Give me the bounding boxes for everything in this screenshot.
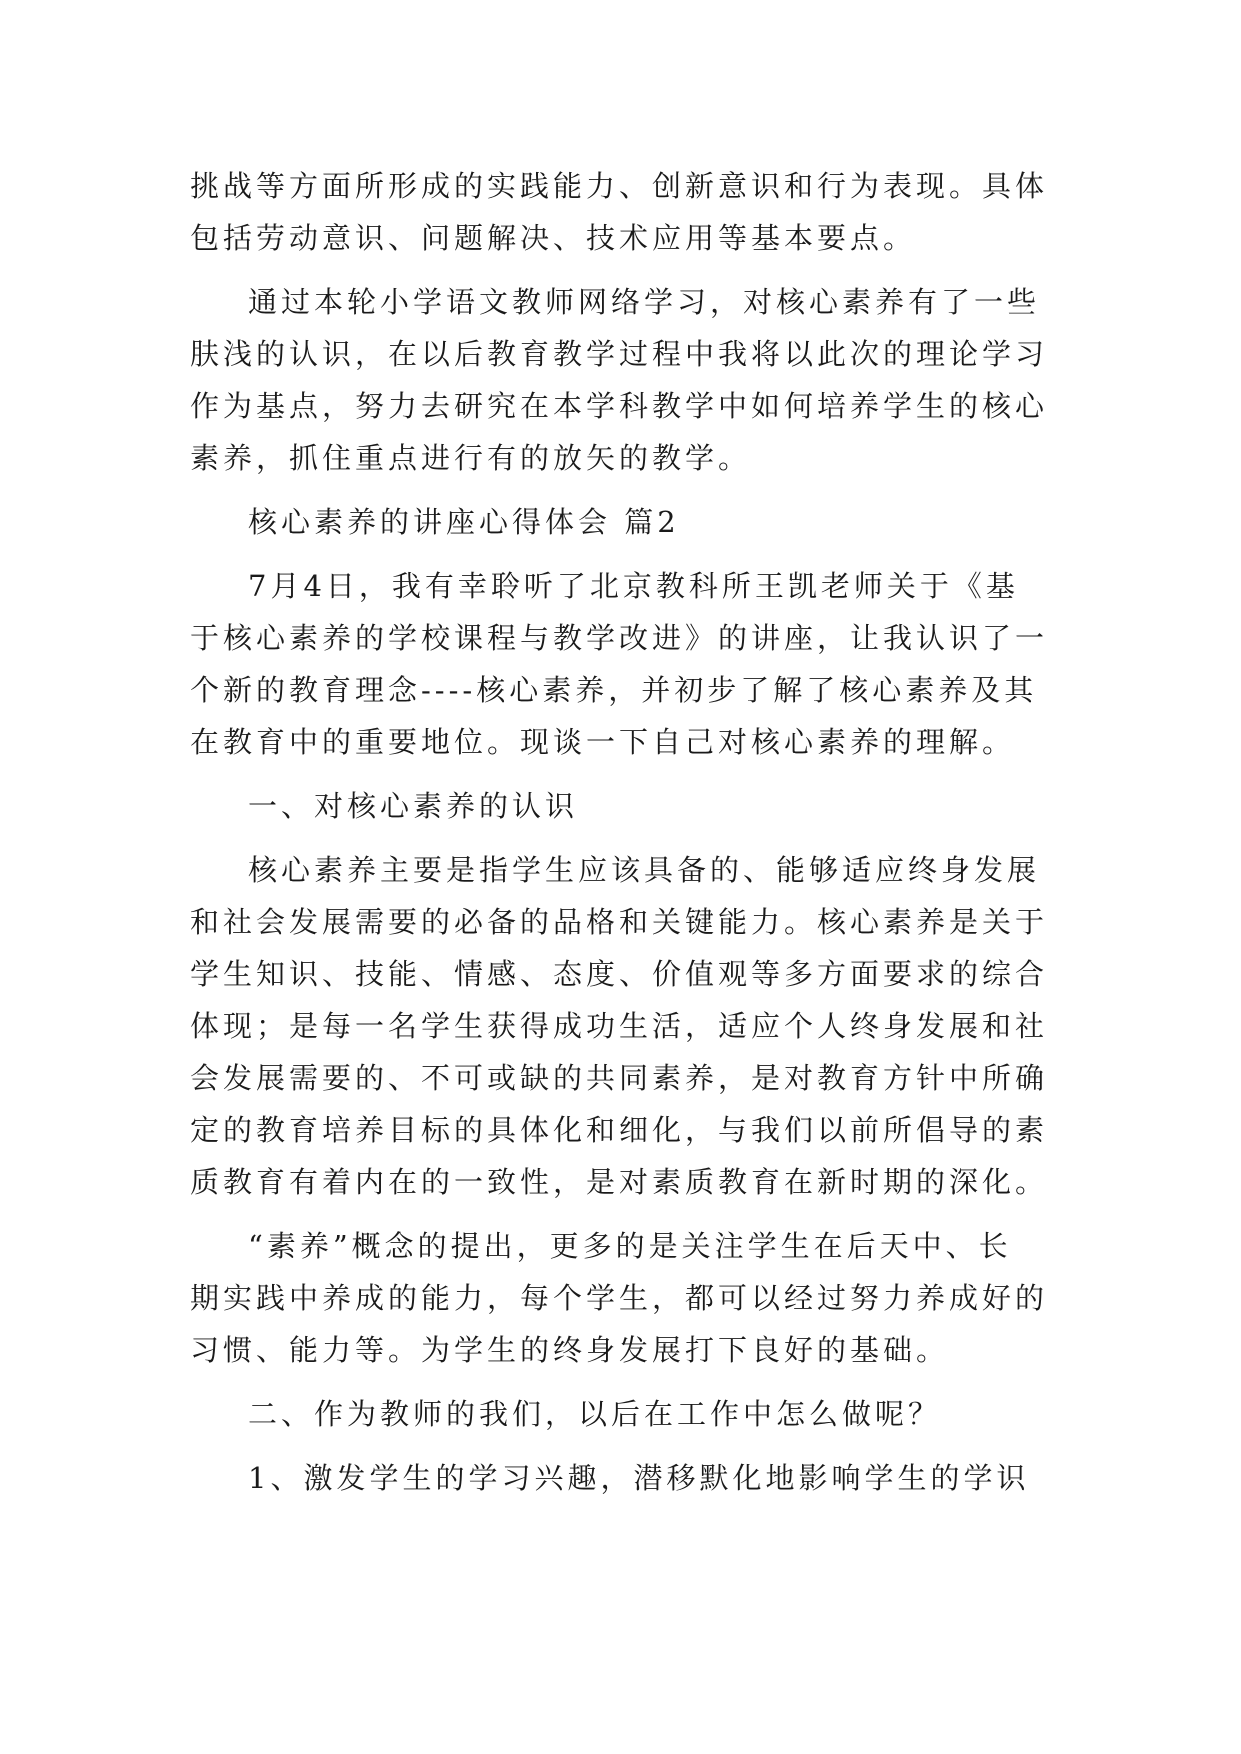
text-line: 在教育中的重要地位。现谈一下自己对核心素养的理解。 <box>190 725 1016 759</box>
text-line: “素养”概念的提出，更多的是关注学生在后天中、长 <box>248 1229 1012 1263</box>
text-line: 体现；是每一名学生获得成功生活，适应个人终身发展和社 <box>190 1009 1049 1043</box>
text-line: 会发展需要的、不可或缺的共同素养，是对教育方针中所确 <box>190 1061 1049 1095</box>
text-line: 习惯、能力等。为学生的终身发展打下良好的基础。 <box>190 1333 950 1367</box>
text-line: 学生知识、技能、情感、态度、价值观等多方面要求的综合 <box>190 957 1049 991</box>
text-line: 肤浅的认识，在以后教育教学过程中我将以此次的理论学习 <box>190 337 1049 371</box>
text-line: 通过本轮小学语文教师网络学习，对核心素养有了一些 <box>248 285 1041 319</box>
text-line: 核心素养的讲座心得体会 篇2 <box>248 505 680 539</box>
text-line: 7月4日，我有幸聆听了北京教科所王凯老师关于《基 <box>248 569 1019 603</box>
text-line: 二、作为教师的我们，以后在工作中怎么做呢？ <box>248 1397 942 1431</box>
text-line: 质教育有着内在的一致性，是对素质教育在新时期的深化。 <box>190 1165 1049 1199</box>
text-line: 作为基点，努力去研究在本学科教学中如何培养学生的核心 <box>190 389 1049 423</box>
text-line: 1、激发学生的学习兴趣，潜移默化地影响学生的学识 <box>248 1461 1030 1495</box>
text-line: 于核心素养的学校课程与教学改进》的讲座，让我认识了一 <box>190 621 1049 655</box>
section-heading <box>190 780 1060 832</box>
text-line: 个新的教育理念----核心素养，并初步了解了核心素养及其 <box>190 673 1038 707</box>
text-line: 挑战等方面所形成的实践能力、创新意识和行为表现。具体 <box>190 169 1049 203</box>
section-heading <box>190 1388 1060 1440</box>
paragraph <box>190 560 1060 768</box>
paragraph <box>190 276 1060 484</box>
text-line: 期实践中养成的能力，每个学生，都可以经过努力养成好的 <box>190 1281 1049 1315</box>
text-line: 和社会发展需要的必备的品格和关键能力。核心素养是关于 <box>190 905 1049 939</box>
paragraph <box>190 1452 1060 1504</box>
section-heading <box>190 496 1060 548</box>
paragraph <box>190 1220 1060 1376</box>
text-line: 一、对核心素养的认识 <box>248 789 579 823</box>
paragraph <box>190 844 1060 1208</box>
text-line: 定的教育培养目标的具体化和细化，与我们以前所倡导的素 <box>190 1113 1049 1147</box>
text-line: 包括劳动意识、问题解决、技术应用等基本要点。 <box>190 221 917 255</box>
text-line: 核心素养主要是指学生应该具备的、能够适应终身发展 <box>248 853 1041 887</box>
paragraph <box>190 160 1060 264</box>
document-body <box>190 160 1060 1516</box>
text-line: 素养，抓住重点进行有的放矢的教学。 <box>190 441 752 475</box>
